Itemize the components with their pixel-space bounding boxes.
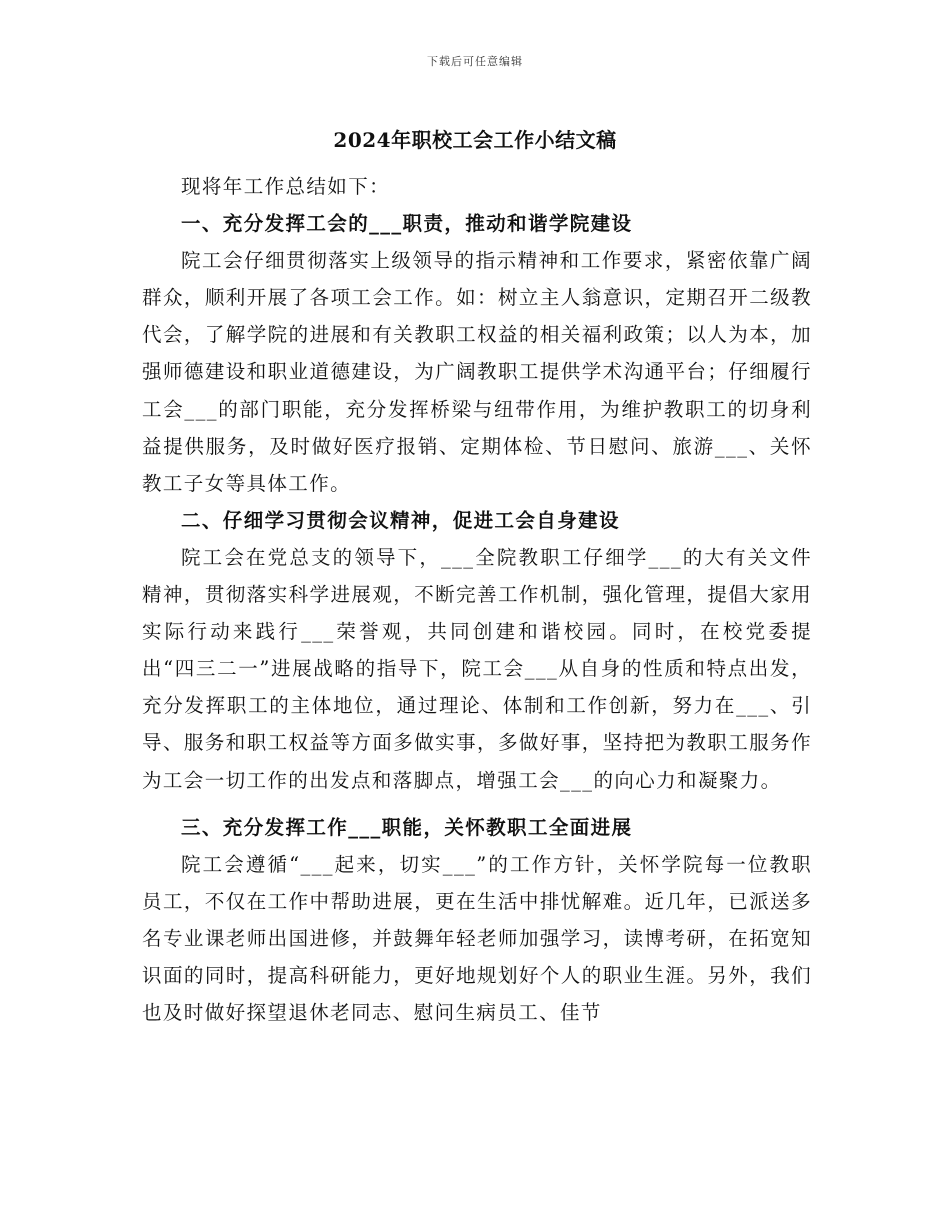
section-1-heading: 一、充分发挥工会的___职责，推动和谐学院建设 [181, 212, 633, 236]
section-1-paragraph: 院工会仔细贯彻落实上级领导的指示精神和工作要求，紧密依靠广阔群众，顺利开展了各项工会工作。如：树立主人翁意识，定期召开二级教代会，了解学院的进展和有关教职工权益的相关福利政策；以人为本，加强师德建设和职业道德建设，为广阔教职工提供学术沟通平台；仔细履行工会___的部门职能，充分发挥桥梁与纽带作用，为维护教职工的切身利益提供服务，及时做好医疗报销、定期体检、节日慰问、旅游___、关怀教工子女等具体工作。 [142, 249, 812, 495]
section-3-heading: 三、充分发挥工作___职能，关怀教职工全面进展 [181, 815, 633, 839]
section-3-paragraph: 院工会遵循“___起来，切实___”的工作方针，关怀学院每一位教职员工，不仅在工作中帮助进展，更在生活中排忧解难。近几年，已派送多名专业课老师出国进修，并鼓舞年轻老师加强学习，读博考研，在拓宽知识面的同时，提高科研能力，更好地规划好个人的职业生涯。另外，我们也及时做好探望退休老同志、慰问生病员工、佳节 [142, 852, 812, 1025]
section-2-paragraph: 院工会在党总支的领导下，___全院教职工仔细学___的大有关文件精神，贯彻落实科学进展观，不断完善工作机制，强化管理，提倡大家用实际行动来践行___荣誉观，共同创建和谐校园。同时，在校党委提出“四三二一”进展战略的指导下，院工会___从自身的性质和特点出发，充分发挥职工的主体地位，通过理论、体制和工作创新，努力在___、引导、服务和职工权益等方面多做实事，多做好事，坚持把为教职工服务作为工会一切工作的出发点和落脚点，增强工会___的向心力和凝聚力。 [142, 545, 812, 792]
document-title: 2024年职校工会工作小结文稿 [333, 128, 617, 152]
intro-paragraph: 现将年工作总结如下： [181, 175, 391, 198]
section-2-heading: 二、仔细学习贯彻会议精神，促进工会自身建设 [181, 508, 620, 532]
document-body [142, 168, 812, 1031]
header-note: 下载后可任意编辑 [427, 55, 523, 68]
